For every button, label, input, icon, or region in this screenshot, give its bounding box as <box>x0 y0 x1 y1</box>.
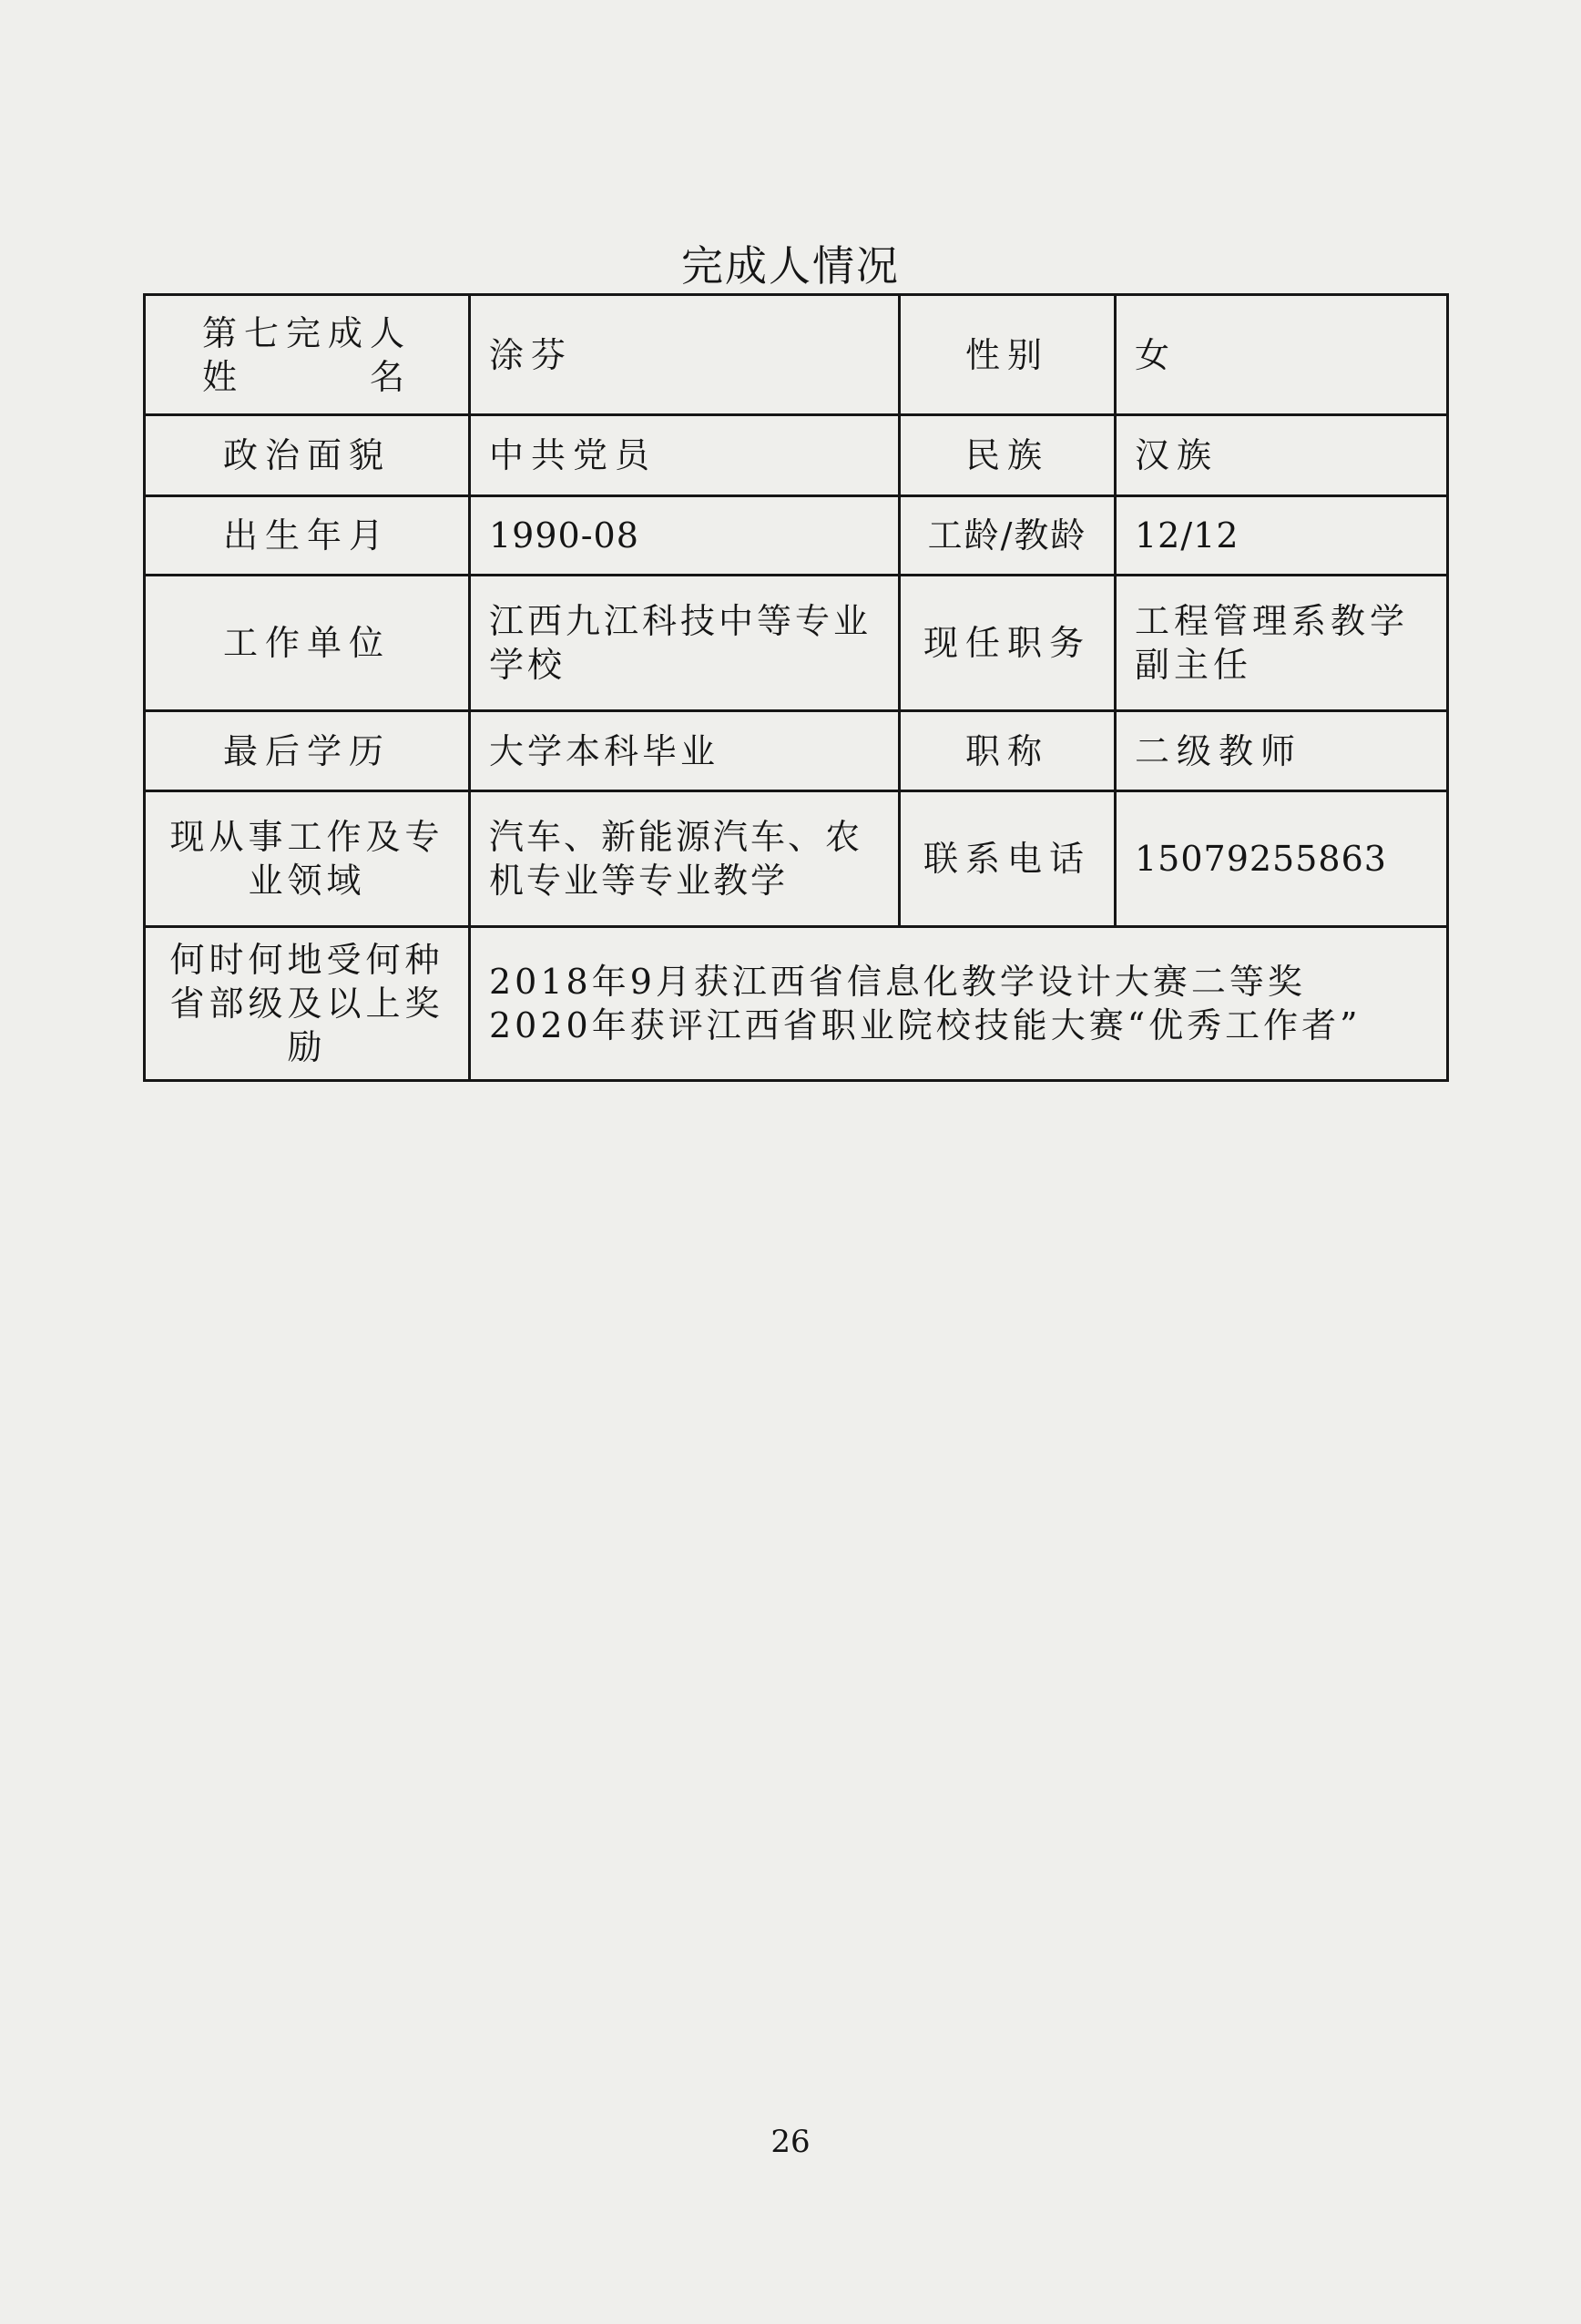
name-label: 第七完成人 姓 名 <box>202 312 413 397</box>
political-status-label: 政治面貌 <box>222 435 391 475</box>
info-table <box>143 293 1449 1082</box>
table-rule <box>1446 293 1449 1082</box>
gender-value: 女 <box>1135 334 1178 375</box>
page-number: 26 <box>770 2124 811 2160</box>
political-status-value: 中共党员 <box>489 435 658 475</box>
position-label: 现任职务 <box>923 623 1091 663</box>
awards-label: 何时何地受何种 省部级及以上奖 励 <box>169 940 444 1067</box>
seniority-value: 12/12 <box>1135 515 1239 556</box>
education-label: 最后学历 <box>222 730 391 771</box>
table-rule <box>143 1079 1449 1082</box>
title-label: 职称 <box>964 730 1049 771</box>
employer-label: 工作单位 <box>222 623 391 663</box>
seniority-label: 工龄/教龄 <box>927 515 1087 556</box>
phone-label: 联系电话 <box>923 839 1091 879</box>
birth-date-label: 出生年月 <box>222 515 391 556</box>
award-line: 2018年9月获江西省信息化教学设计大赛二等奖 <box>489 962 1306 1002</box>
field-value: 汽车、新能源汽车、农 机专业等专业教学 <box>489 817 863 901</box>
gender-label: 性别 <box>964 334 1049 375</box>
field-label: 现从事工作及专 业领域 <box>169 817 444 901</box>
name-value: 涂芬 <box>489 334 574 375</box>
employer-value: 江西九江科技中等专业 学校 <box>489 601 872 685</box>
page-title: 完成人情况 <box>681 241 900 290</box>
phone-value: 15079255863 <box>1135 839 1387 879</box>
ethnicity-value: 汉族 <box>1135 435 1219 475</box>
ethnicity-label: 民族 <box>964 435 1049 475</box>
education-value: 大学本科毕业 <box>489 730 719 771</box>
position-value: 工程管理系教学 副主任 <box>1135 601 1410 685</box>
birth-date-value: 1990-08 <box>489 515 639 556</box>
award-line: 2020年获评江西省职业院校技能大赛“优秀工作者” <box>489 1005 1362 1045</box>
awards-value <box>471 928 1446 1079</box>
title-value: 二级教师 <box>1135 730 1303 771</box>
